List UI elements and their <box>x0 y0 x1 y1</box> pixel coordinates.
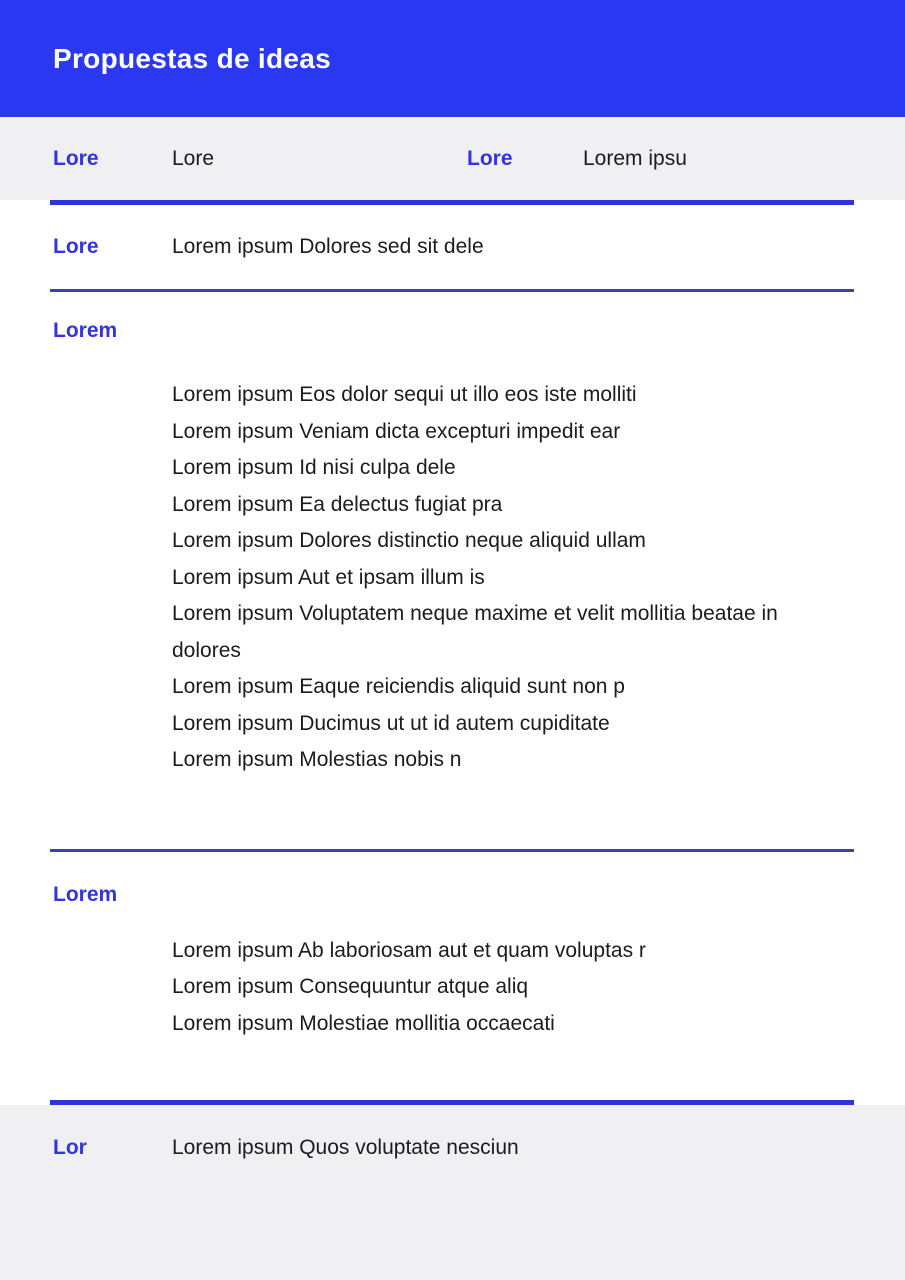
detail-row-value: Lorem ipsum Dolores sed sit dele <box>172 235 484 258</box>
footer-band <box>0 1105 905 1280</box>
footer-row-value: Lorem ipsum Quos voluptate nesciun <box>172 1136 519 1159</box>
list-item: Lorem ipsum Dolores distinctio neque aliquid ullam <box>172 529 646 552</box>
list-item: Lorem ipsum Ducimus ut ut id autem cupiditate <box>172 711 610 735</box>
info-field-2-label: Lore <box>467 146 513 170</box>
list-item: Lorem ipsum Ea delectus fugiat pra <box>172 492 503 516</box>
section-1-heading: Lorem <box>53 319 118 342</box>
footer-row-label: Lor <box>53 1136 87 1159</box>
list-item: Lorem ipsum Eos dolor sequi ut illo eos iste molliti <box>172 383 637 406</box>
list-item: Lorem ipsum Aut et ipsam illum is <box>172 565 485 589</box>
detail-row-label: Lore <box>53 235 99 258</box>
section-2-list <box>53 933 813 1043</box>
list-item: Lorem ipsum Molestias nobis n <box>172 748 462 771</box>
list-item: Lorem ipsum Eaque reiciendis aliquid sunt non p <box>172 675 625 698</box>
page-title: Propuestas de ideas <box>53 42 332 74</box>
list-item: Lorem ipsum Ab laboriosam aut et quam voluptas r <box>172 938 646 962</box>
detail-row <box>0 205 905 289</box>
section-2 <box>0 852 905 1101</box>
info-field-1-label: Lore <box>53 146 99 170</box>
section-1-list <box>53 377 813 779</box>
list-item: Lorem ipsum Molestiae mollitia occaecati <box>172 1011 555 1035</box>
list-item: Lorem ipsum Voluptatem neque maxime et velit mollitia beatae in dolores <box>172 602 778 662</box>
info-field-1-value: Lore <box>172 146 215 170</box>
info-bar <box>0 117 905 200</box>
list-item: Lorem ipsum Consequuntur atque aliq <box>172 975 529 998</box>
section-1 <box>0 292 905 849</box>
section-2-heading: Lorem <box>53 882 118 906</box>
page-header <box>0 0 905 117</box>
list-item: Lorem ipsum Veniam dicta excepturi impedit ear <box>172 419 621 443</box>
info-field-2-value: Lorem ipsu <box>583 146 687 170</box>
list-item: Lorem ipsum Id nisi culpa dele <box>172 456 456 479</box>
